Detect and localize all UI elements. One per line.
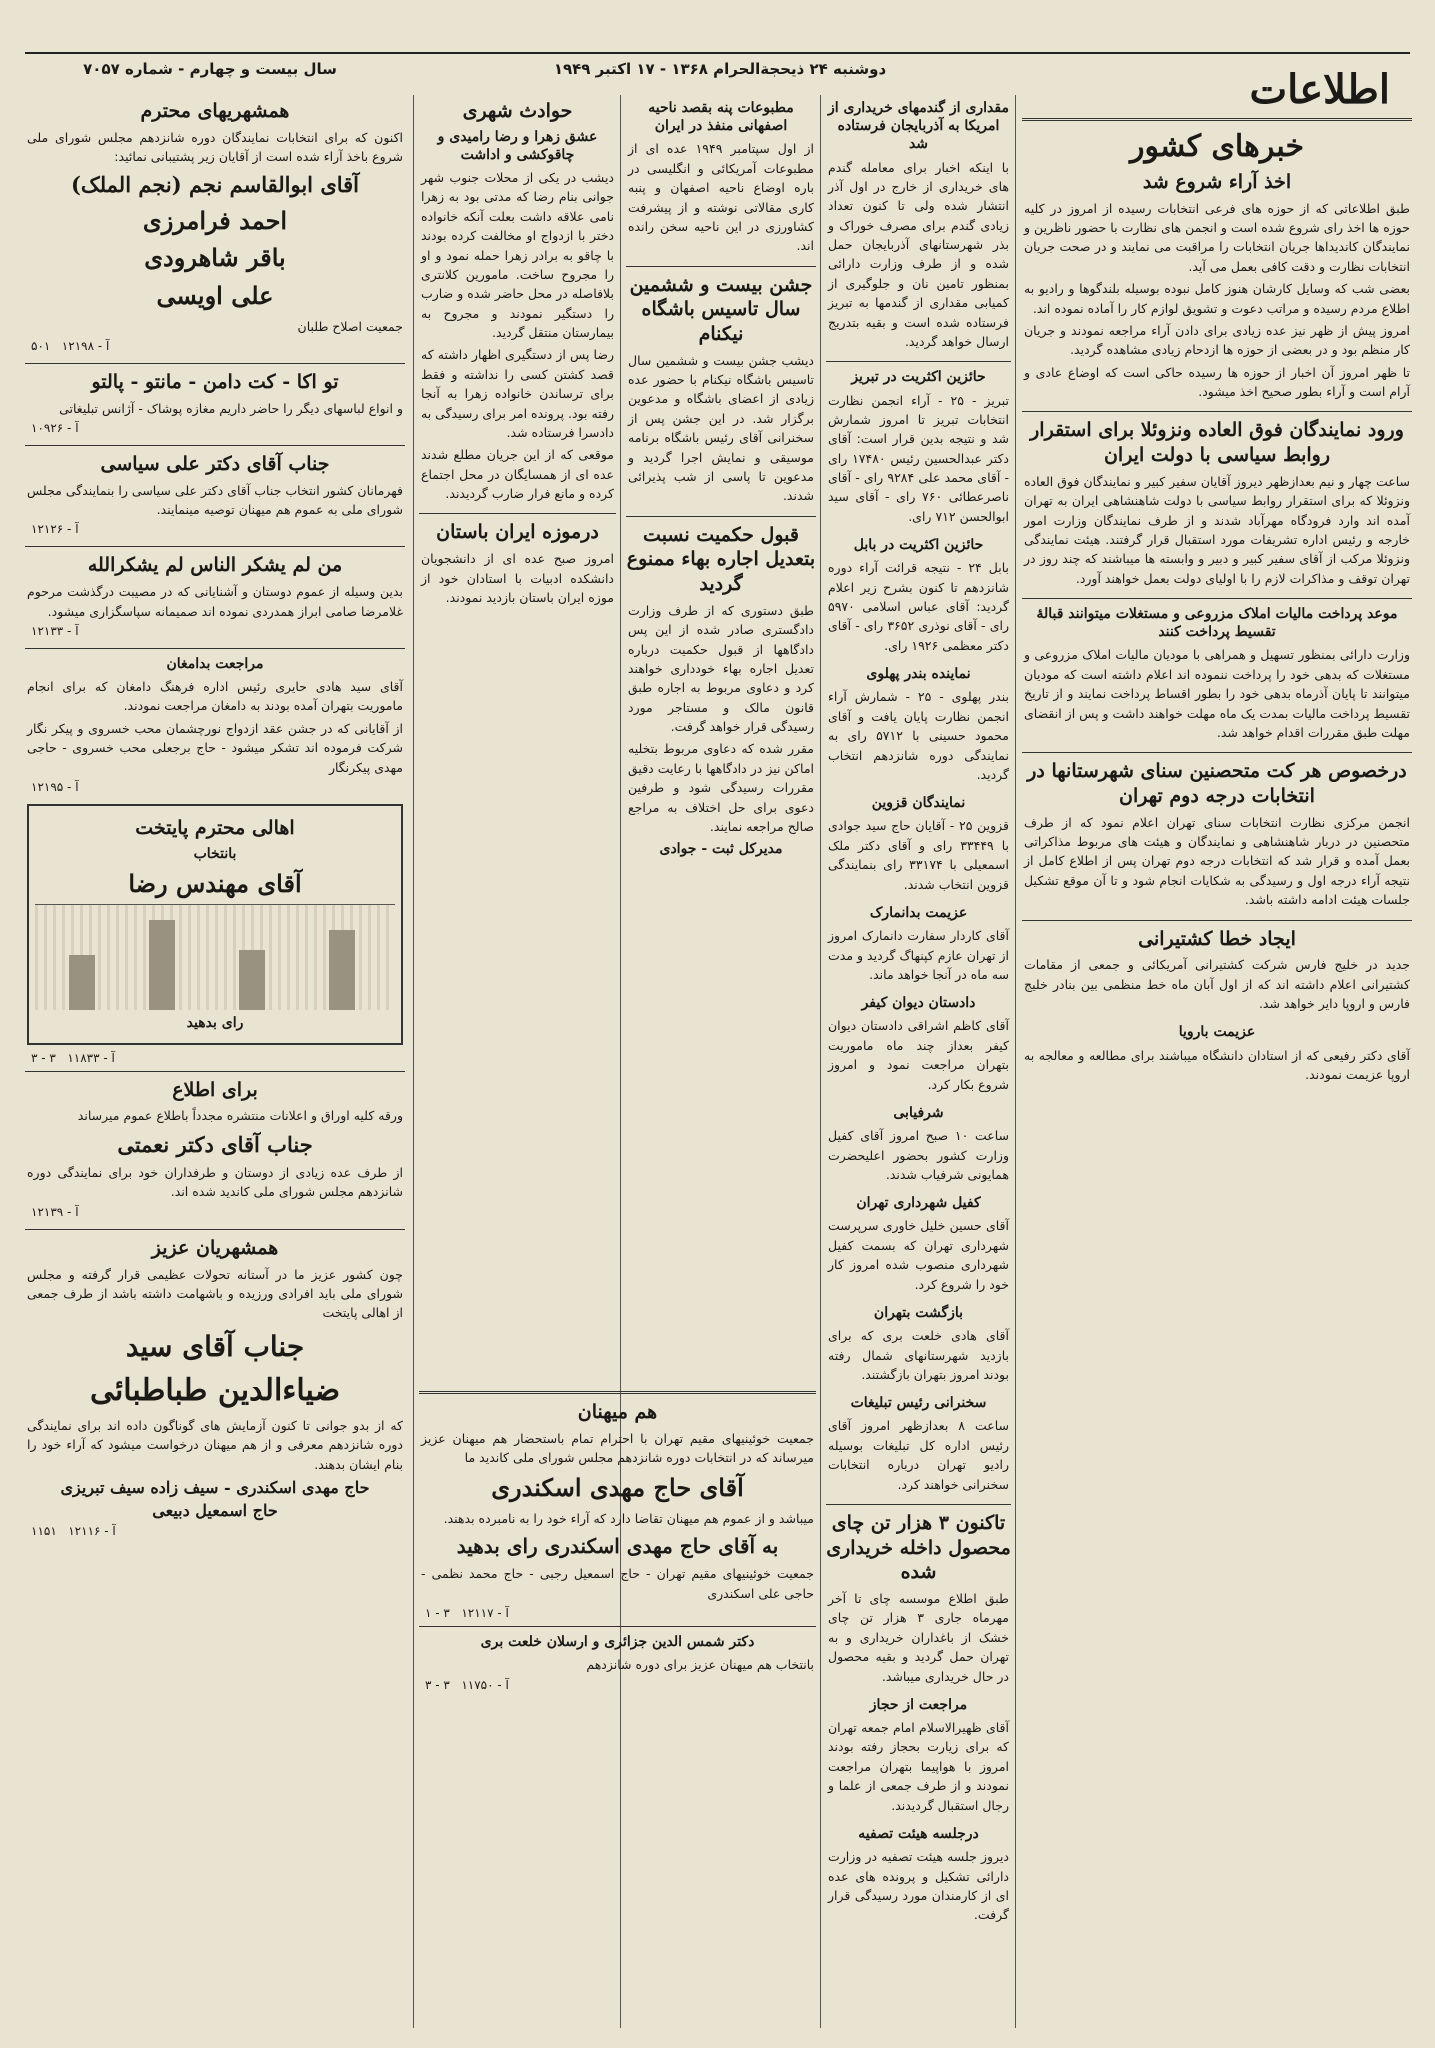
paragraph: آقای دکتر رفیعی که از استادان دانشگاه میباشند برای مطالعه و معالجه به اروپا عزیمت نمودند. (1024, 1047, 1410, 1082)
ad-code-number: آ - ۱۲۱۱۶ (68, 1523, 116, 1538)
headline: درخصوص هر کت متحصنین سنای شهرستانها در انتخابات درجه دوم تهران (1027, 760, 1407, 807)
headline: تاکنون ۳ هزار تن چای محصول داخله خریداری شده (826, 1511, 1011, 1584)
paragraph: آقای کاردار سفارت دانمارک امروز از تهران عازم کپنهاگ گردید و مدت سه ماه در آنجا خواهد ماند. (828, 928, 1009, 982)
paragraph: آقای سید هادی حایری رئیس اداره فرهنگ دامغان که برای انجام ماموریت بتهران آمده بودند به دامغان مراجعت نمودند. (27, 679, 403, 714)
paragraph: قزوین ۲۵ - آقایان حاج سید جوادی با ۳۳۴۴۹ رای و آقای دکتر ملک اسمعیلی با ۳۳۱۷۴ رای بنمایندگی قزوین انتخاب شدند. (828, 818, 1009, 892)
column-divider (1015, 95, 1016, 2028)
headline: خبرهای کشور (1129, 129, 1305, 164)
headline: جشن بیست و ششمین سال تاسیس باشگاه نیکنام (629, 273, 813, 345)
ad-code-ref: ۱۱۵۱ (31, 1523, 57, 1538)
ad-code-ref: ۳ - ۳ (31, 1050, 56, 1065)
building-tower (149, 920, 175, 1010)
headline: شرفیابی (893, 1104, 944, 1121)
rule (626, 516, 816, 517)
headline: درموزه ایران باستان (436, 521, 599, 544)
paragraph: بندر پهلوی - ۲۵ - شمارش آراء انجمن نظارت پایان یافت و آقای محمود حسینی با ۵۷۱۲ رای به نمایندگی دوره شانزدهم انتخاب گردید. (828, 689, 1009, 782)
story-senate (1022, 759, 1412, 909)
story-purge (826, 1825, 1011, 1925)
paragraph: طبق دستوری که از طرف وزارت دادگستری صادر شده از این پس دادگاهها از قبول حکمیت درباره تعدیل اجاره بهاء خودداری خواهند کرد و دعاوی مربوط به اجاره طبق قانون مالک و مستاجر مورد رسیدگی قرار خواهد گرفت. (628, 602, 814, 734)
ad-code-ref: ۵۰۱ (31, 338, 51, 353)
rule (25, 1229, 405, 1230)
column-news-3 (626, 95, 816, 1375)
ad-code-number: آ - ۱۲۱۱۷ (461, 1606, 509, 1621)
paragraph: ورقه کلیه اوراق و اعلانات منتشره مجدداً باطلاع عموم میرساند (77, 1108, 403, 1124)
rule (1022, 920, 1412, 921)
ad-thanks (25, 553, 405, 637)
rule (419, 1391, 816, 1394)
building-tower (239, 950, 265, 1010)
notice-damghan (25, 655, 405, 794)
ad-nemati (25, 1078, 405, 1219)
paragraph: ساعت ۱۰ صبح امروز آقای کفیل وزارت کشور بحضور اعلیحضرت همایونی شرفیاب شدند. (828, 1128, 1009, 1182)
column-news-2 (826, 95, 1011, 2030)
paragraph: از اول سپتامبر ۱۹۴۹ عده ای از مطبوعات آمریکائی و انگلیسی در باره اوضاع ناحیه اصفهان و پنبه کاری مقالاتی نوشته و از پیشرفت کشاورزی در این ناحیه سخن رانده اند. (628, 141, 814, 254)
header-rule (25, 52, 1410, 54)
rule (25, 363, 405, 364)
story-club (626, 273, 816, 506)
ad-clothing (25, 370, 405, 435)
paragraph: انجمن مرکزی نظارت انتخابات سنای تهران اعلام نمود که از طرف متحصنین در دربار شاهنشاهی و نمایندگان و هیئت های مربوط مذاکراتی بعمل آمده و قرار شد که انتخابات درجه دوم تهران پس از اطلاع کامل از نتیجه آراء درجه اول و رسیدگی به شکایات انجام شود و تا آن موقع تشکیل جلسات هیئت ادامه داشته باشد. (1024, 814, 1410, 908)
rule (626, 266, 816, 267)
ad-candidates (25, 99, 405, 353)
paragraph: موقعی که از این جریان مطلع شدند عده ای از همسایگان در محل اجتماع کرده و مانع فرار ضارب گردیدند. (421, 447, 614, 502)
rule (1022, 752, 1412, 753)
story-museum (419, 520, 616, 607)
paragraph: بابل ۲۴ - نتیجه قرائت آراء دوره شانزدهم تا کنون بشرح زیر اعلام گردید: آقای عباس اسلامی ۵۹۷۰ رای - آقای نوذری ۳۶۵۲ رای - آقای دکتر معظمی ۱۹۲۶ رای. (828, 560, 1009, 653)
ad-tabatabai (25, 1236, 405, 1538)
paragraph: اکنون که برای انتخابات نمایندگان دوره شانزدهم مجلس شورای ملی شروع باخذ آراء شده است از آقایان زیر پشتیبانی نمائید: (27, 129, 403, 165)
paragraph: دیشب جشن بیست و ششمین سال تاسیس باشگاه نیکنام با حضور عده زیادی از اعضای باشگاه و مدعوین برگزار شد. در این جشن پس از سخنرانی آقای رئیس باشگاه برنامه موسیقی و نمایش اجرا گردید و مدعوین تا پاسی از شب پذیرائی شدند. (628, 352, 814, 504)
story-venezuela (1022, 418, 1412, 588)
paragraph: و انواع لباسهای دیگر را حاضر داریم مغازه پوشاک - آژانس تبلیغاتی (59, 400, 403, 416)
ad-code-ref: ۳ - ۱ (425, 1606, 450, 1621)
headline: سخنرانی رئیس تبلیغات (850, 1395, 987, 1412)
headline: دکتر شمس الدین جزائری و ارسلان خلعت بری (480, 1634, 755, 1651)
column-divider (413, 95, 414, 2028)
story-denmark (826, 904, 1011, 984)
ad-code (31, 339, 399, 353)
paragraph: بعضی شب که وسایل کارشان هنوز کامل نبوده بوسیله بلندگوها و رادیو به اطلاع مردم رسیده و مراتب دعوت و تشویق لوازم کار را آماده نموده اند. (1024, 281, 1410, 316)
candidate-name: آقای ابوالقاسم نجم (نجم الملک) (70, 172, 360, 198)
paragraph: جدید در خلیج فارس شرکت کشتیرانی آمریکائی و جمعی از مقامات کشتیرانی اعلام داشته اند که از اول آبان ماه خط منظمی بین بنادر خلیج فارس و اروپا دایر خواهد شد. (1024, 957, 1410, 1011)
headline: حائزین اکثریت در بابل (853, 537, 984, 554)
headline: برای اطلاع (172, 1078, 258, 1101)
candidate-slogan: به آقای حاج مهدی اسکندری رای بدهید (456, 1534, 779, 1559)
paragraph: آقای حسین خلیل خاوری سرپرست شهرداری تهران که بسمت کفیل شهرداری منصوب شده امروز کار خود را شروع کرد. (828, 1218, 1009, 1292)
candidate-name: ضیاءالدین طباطبائی (89, 1372, 341, 1408)
story-bandar-pahlavi (826, 665, 1011, 784)
ad-code-number: آ - ۱۱۸۳۳ (67, 1050, 115, 1065)
rule (419, 513, 616, 514)
building-tower (69, 955, 95, 1010)
rule (1022, 598, 1412, 599)
ad-code: آ - ۱۰۹۲۶ (31, 421, 79, 436)
story-tabriz (826, 368, 1011, 526)
headline: اهالی محترم پایتخت (135, 816, 295, 839)
paragraph: از آقایانی که در جشن عقد ازدواج نورچشمان محب خسروی و پیکر نگار شرکت فرموده اند تشکر میشود - حاج برجعلی محب خسروی - حاجی مهدی پیکرنگار (27, 720, 403, 775)
rule (25, 445, 405, 446)
column-divider (820, 95, 821, 2028)
story-prosecutor (826, 994, 1011, 1094)
ad-code (31, 1051, 399, 1065)
ad-khoeiniha (419, 1385, 816, 2025)
paragraph: دیشب در یکی از محلات جنوب شهر جوانی بنام رضا که مدتی بود به زهرا نامی علاقه داشت بعلت آنکه خانواده دختر با ازدواج او مخالفت کرده بودند با چاقو به برادر زهرا حمله نمود و او را مجروح ساخت. مامورین کلانتری بلافاصله در محل حاضر شده و ضارب را دستگیر نمودند و مجروح به بیمارستان منتقل گردید. (421, 170, 614, 341)
column-ads (25, 95, 405, 2030)
story-europe (1022, 1023, 1412, 1084)
story-municipality (826, 1194, 1011, 1294)
paragraph: امروز پیش از ظهر نیز عده زیادی برای دادن آراء مراجعه نمودند و جریان کار منظم بود و در بعضی از حوزه ها ازدحام زیادی مشاهده گردید. (1024, 322, 1410, 358)
headline: جناب آقای دکتر علی سیاسی (100, 453, 330, 476)
headline: قبول حکمیت نسبت بتعدیل اجاره بهاء ممنوع گردید (626, 523, 816, 596)
story-qazvin (826, 794, 1011, 894)
story-elections (1022, 127, 1412, 401)
headline: هم میهنان (577, 1401, 658, 1423)
story-propaganda (826, 1394, 1011, 1494)
ad-code: آ - ۱۲۱۲۶ (31, 522, 79, 537)
subheadline: اخذ آراء شروع شد (1142, 171, 1292, 193)
signature: مدیرکل ثبت - جوادی (659, 841, 783, 858)
story-return (826, 1304, 1011, 1384)
headline: تو اکا - کت دامن - مانتو - پالتو (91, 370, 339, 393)
paragraph: وزارت دارائی بمنظور تسهیل و همراهی با مودیان مالیات املاک مزروعی و مستغلات که بدهی خود را پرداخت ننموده اند اعلام داشته است که مودیان میتوانند تا پایان آذرماه بدهی خود را بطور اقساط پرداخت نمایند و از تاریخ تقسیط پرداخت مالیات بمدت یک ماه مهلت خواهند داشت و پس از انقضای مهلت طبق مقررات اقدام خواهد شد. (1023, 647, 1410, 740)
ad-code-number: آ - ۱۱۷۵۰ (461, 1677, 509, 1692)
column-city-events (419, 95, 616, 1375)
signatories: حاج مهدی اسکندری - سیف زاده سیف تبریزی (60, 1477, 370, 1497)
headline: نمایندگان قزوین (871, 795, 966, 812)
story-shipping (1022, 927, 1412, 1014)
paragraph: جمعیت خوئینیهای مقیم تهران با احترام تمام باستحضار هم میهنان عزیز میرساند که در انتخابات دوره شانزدهم مجلس شورای ملی کاندید ما (421, 1430, 814, 1466)
issue-line: سال بیست و چهارم - شماره ۷۰۵۷ (83, 60, 337, 78)
candidate-name: باقر شاهرودی (144, 243, 286, 273)
paragraph: آقای کاظم اشراقی دادستان دیوان کیفر بعداز چند ماه ماموریت بتهران مراجعت نمود و امروز شروع بکار کرد. (828, 1018, 1009, 1092)
headline: همشهریهای محترم (140, 100, 290, 122)
paragraph: که از بدو جوانی تا کنون آزمایش های گوناگون داده اند برای نمایندگی دوره شانزدهم معرفی و از هم میهنان درخواست میشود که آراء خود را بنام ایشان بدهند. (27, 1417, 403, 1472)
section-title: حوادث شهری (462, 100, 573, 122)
rule (25, 648, 405, 649)
headline: مقداری از گندمهای خریداری از امریکا به آذربایجان فرستاده شد (828, 100, 1009, 153)
rule (1022, 118, 1412, 121)
story-wheat (826, 99, 1011, 351)
headline: حائزین اکثریت در تبریز (851, 369, 986, 386)
paragraph: تا ظهر امروز آن اخبار از حوزه ها رسیده حاکی است که اوضاع عادی و آرام است و آراء بطور صحیح اخذ میشود. (1024, 364, 1410, 400)
headline: بازگشت بتهران (873, 1304, 964, 1321)
building-tower (329, 930, 355, 1010)
headline: مراجعت از حجاز (869, 1696, 968, 1713)
headline: همشهریان عزیز (151, 1236, 279, 1259)
slogan: رای بدهید (186, 1015, 244, 1032)
paragraph: بانتخاب هم میهنان عزیز برای دوره شانزدهم (586, 1657, 814, 1673)
story-hejaz (826, 1696, 1011, 1815)
headline: مراجعت بدامغان (166, 655, 264, 672)
paragraph: از طرف عده زیادی از دوستان و طرفداران خود برای نمایندگی دوره شانزدهم مجلس شورای ملی کاندید شده اند. (27, 1165, 403, 1200)
ad-code: آ - ۱۲۱۳۹ (31, 1204, 79, 1219)
headline: ورود نمایندگان فوق العاده ونزوئلا برای استقرار روابط سیاسی با دولت ایران (1030, 419, 1404, 467)
story-cotton (626, 99, 816, 256)
headline: عزیمت بارویا (1178, 1024, 1256, 1041)
headline: کفیل شهرداری تهران (856, 1195, 981, 1212)
paragraph: آقای ظهیرالاسلام امام جمعه تهران که برای زیارت بحجاز رفته بودند امروز با هواپیما بتهران مراجعت نمودند و از طرف جمعی از علما و رجال استقبال گردیدند. (828, 1720, 1009, 1813)
rule (25, 546, 405, 547)
headline: عزیمت بدانمارک (869, 904, 968, 921)
headline: نماینده بندر پهلوی (866, 666, 971, 683)
paragraph: دیروز جلسه هیئت تصفیه در وزارت دارائی تشکیل و پرونده های عده ای از کارمندان مورد رسیدگی قرار گرفت. (828, 1849, 1009, 1923)
rule (25, 1071, 405, 1072)
candidate-name: آقای مهندس رضا (128, 868, 302, 898)
candidate-name: آقای حاج مهدی اسکندری (491, 1473, 744, 1503)
candidate-name: جناب آقای دکتر نعمتی (117, 1131, 313, 1157)
parliament-illustration (35, 904, 395, 1010)
paragraph: رضا پس از دستگیری اظهار داشته که قصد کشتن کسی را نداشته و فقط برای ترساندن خانواده زهرا به آنجا رفته بود. پرونده امر برای رسیدگی به دادسرا فرستاده شد. (421, 347, 614, 440)
headline: درجلسه هیئت تصفیه (858, 1825, 979, 1842)
ad-code-number: آ - ۱۲۱۹۸ (61, 338, 110, 353)
paragraph: ساعت ۸ بعدازظهر امروز آقای رئیس اداره کل تبلیغات بوسیله رادیو تهران درباره انتخابات سخنرانی خواهند کرد. (828, 1418, 1009, 1492)
story-rent (626, 523, 816, 859)
headline: من لم یشکر الناس لم یشکرالله (87, 554, 343, 577)
ad-code: آ - ۱۲۱۹۵ (31, 779, 79, 794)
ad-code: آ - ۱۲۱۳۳ (31, 623, 79, 638)
story-tax (1022, 605, 1412, 742)
date-line: دوشنبه ۲۴ ذیحجةالحرام ۱۳۶۸ - ۱۷ اکتبر ۱۹۴۹ (553, 60, 887, 78)
headline: موعد پرداخت مالیات املاک مزروعی و مستغلات میتوانند قبالهٔ تقسیط پرداخت کنند (1036, 606, 1398, 641)
paragraph: ساعت چهار و نیم بعدازظهر دیروز آقایان سفیر کبیر و نمایندگان فوق العاده ونزوئلا که برای استقرار روابط سیاسی با دولت شاهنشاهی ایران به تهران آمده اند وارد فرودگاه مهرآباد شدند و از طرف نمایندگان وزارت امور خارجه و رئیس اداره تشریفات مورد استقبال قرار گرفتند. هیئت نمایندگی ونزوئلا مرکب از آقای سفیر کبیر و دبیر و وابسته ها میباشند که چند روز در تهران توقف و مذاکرات لازم را با اولیای دولت بعمل خواهند آورد. (1024, 473, 1410, 586)
paragraph: با اینکه اخبار برای معامله گندم های خریداری از خارج در اول آذر انتشار شده ولی تا کنون تعداد زیادی گندم برای مصرف خوراک و بذر شهرستانهای آذربایجان حمل شده و از طرف وزارت دارائی بمنظور تامین نان و جلوگیری از کمیابی مقداری از گندمها به تبریز فرستاده شده است و بقیه بتدریج ارسال خواهد گردید. (828, 159, 1009, 349)
paragraph: جمعیت اصلاح طلبان (297, 318, 403, 334)
paragraph: تبریز - ۲۵ - آراء انجمن نظارت انتخابات تبریز تا امروز شمارش شد و نتیجه بدین قرار است: آقای دکتر عبدالحسین رئیس ۱۷۴۸۰ رای - آقای محمد علی ۹۲۸۴ رای - آقای ناصرعطائی ۷۶۰ رای - آقای سید ابوالحسن ۷۱۲ رای. (828, 392, 1010, 524)
ad-code (425, 1606, 810, 1620)
paragraph: جمعیت خوئینیهای مقیم تهران - حاج اسمعیل رجبی - حاج محمد نظمی - حاجی علی اسکندری (421, 1566, 814, 1601)
story-tea (826, 1511, 1011, 1686)
story-city (419, 99, 616, 503)
paragraph: امروز صبح عده ای از دانشجویان دانشکده ادبیات با استادان خود از موزه ایران باستان بازدید نمودند. (421, 551, 614, 605)
paragraph: فهرمانان کشور انتخاب جناب آقای دکتر علی سیاسی را بنمایندگی مجلس شورای ملی به عموم هم میهنان توصیه مینمایند. (27, 482, 403, 518)
candidate-name: احمد فرامرزی (142, 205, 288, 235)
paragraph: طبق اطلاع موسسه چای تا آخر مهرماه جاری ۳ هزار تن چای خشک از باغداران خریداری و به تهران حمل گردید و بقیه محصول در حال خریداری میباشد. (828, 1591, 1009, 1684)
subheadline: بانتخاب (193, 845, 237, 862)
ad-engineer-reza (27, 804, 403, 1045)
headline: ایجاد خطا کشتیرانی (1138, 927, 1296, 950)
rule (826, 1504, 1011, 1505)
ad-code (425, 1678, 810, 1692)
paragraph: بدین وسیله از عموم دوستان و آشنایانی که در مصیبت درگذشت مرحوم غلامرضا صامی ابراز همدردی نموده اند صمیمانه سپاسگزاری میشود. (27, 584, 403, 619)
ad-code-ref: ۳ - ۳ (425, 1677, 450, 1692)
candidate-name: علی اویسی (156, 281, 274, 311)
rule (1022, 411, 1412, 412)
column-national-news (1022, 112, 1412, 2027)
ad-siasi (25, 452, 405, 536)
headline: عشق زهرا و رضا رامیدی و چاقوکشی و اداشت (437, 128, 598, 163)
story-audience (826, 1104, 1011, 1184)
paragraph: چون کشور عزیز ما در آستانه تحولات عظیمی قرار گرفته و مجلس شورای ملی باید افرادی ورزیده و باشهامت داشته باشد از طرف جمعی از اهالی پایتخت (27, 1266, 403, 1321)
masthead-logo: اطلاعات (1249, 66, 1390, 113)
ad-code (31, 1524, 399, 1538)
paragraph: طبق اطلاعاتی که از حوزه های فرعی انتخابات رسیده از امروز در کلیه حوزه ها اخذ رای شروع شده است و انجمن های نظارت با حضور ناظرین و نمایندگان کاندیداها جریان انتخابات را مراقبت می نمایند و در صحت جریان انتخابات نظارت و دقت کافی بعمل می آید. (1024, 200, 1410, 274)
signatories: حاج اسمعیل دبیعی (152, 1500, 278, 1520)
headline: دادستان دیوان کیفر (861, 995, 976, 1012)
headline: مطبوعات پنه بقصد ناحیه اصفهانی منفذ در ایران (648, 100, 794, 135)
story-babol (826, 536, 1011, 655)
candidate-name: جناب آقای سید (125, 1329, 305, 1363)
paragraph: آقای هادی خلعت بری که برای بازدید شهرستانهای شمال رفته بودند امروز بتهران بازگشتند. (828, 1328, 1009, 1382)
rule (826, 361, 1011, 362)
rule (419, 1626, 816, 1627)
paragraph: مقرر شده که دعاوی مربوط بتخلیه اماکن نیز در دادگاهها با رعایت دقیق مقررات رسیدگی شود و طرفین دعوی برای حل اختلاف به مراجع صالح مراجعه نمایند. (628, 741, 814, 834)
paragraph: میباشد و از عموم هم میهنان تقاضا دارد که آراء خود را به نامبرده بدهند. (443, 1511, 814, 1527)
